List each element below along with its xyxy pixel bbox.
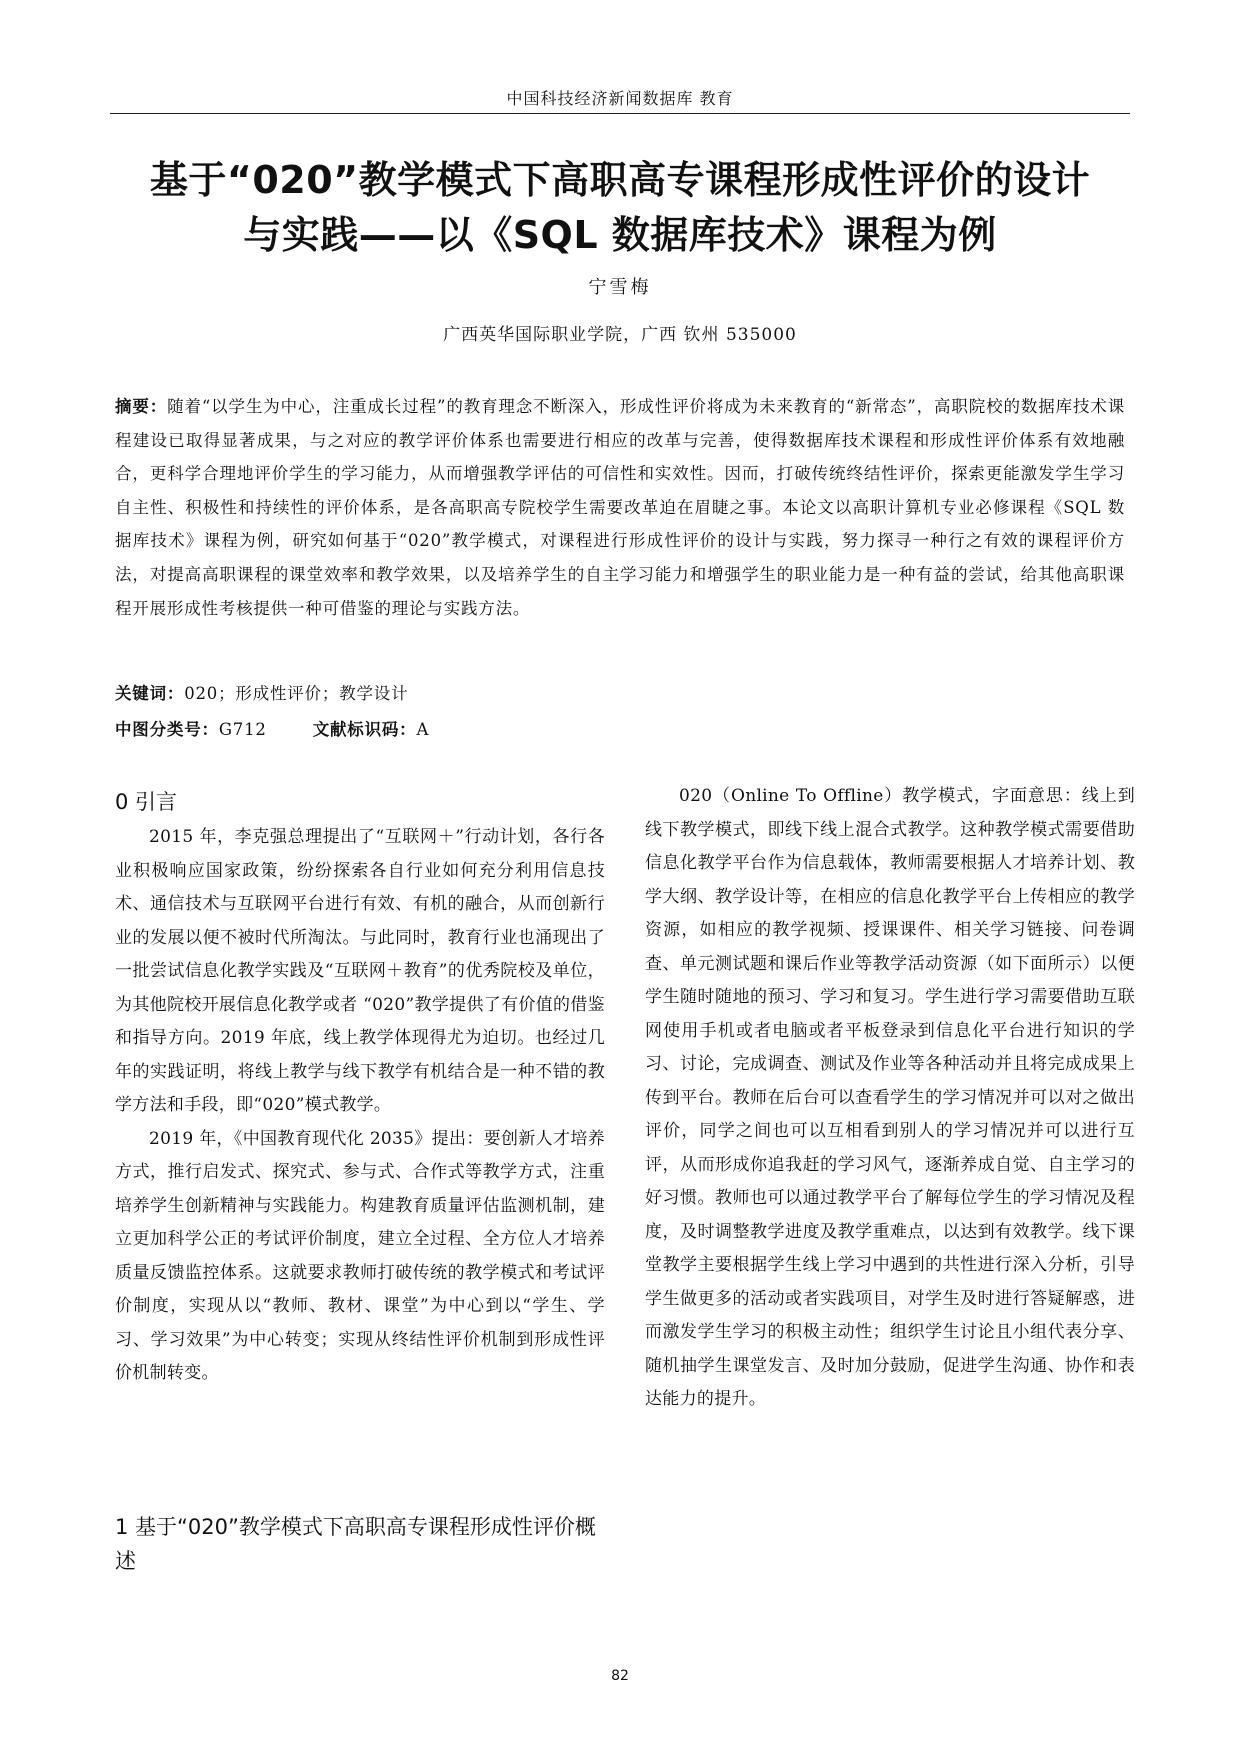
keywords <box>115 680 408 704</box>
title-line-1: 基于“020”教学模式下高职高专课程形成性评价的设计 <box>149 158 1091 202</box>
article-title <box>60 153 1180 263</box>
keywords-text: 020；形成性评价；教学设计 <box>184 684 409 703</box>
section-0-heading: 0 引言 <box>115 790 178 814</box>
classification <box>115 716 429 740</box>
running-header: 中国科技经济新闻数据库 教育 <box>506 89 734 108</box>
paragraph: 020（Online To Offline）教学模式，字面意思：线上到线下教学模式，即线下线上混合式教学。这种教学模式需要借助信息化教学平台作为信息载体，教师需要根据人才培养计划、教学大纲、教学设计等，在相应的信息化教学平台上传相应的教学资源，如相应的教学视频、授课课件、相关学习链接、问卷调查、单元测试题和课后作业等教学活动资源（如下面所示）以便学生随时随地的预习、学习和复习。学生进行学习需要借助互联网使用手机或者电脑或者平板登录到信息化平台进行知识的学习、讨论，完成调查、测试及作业等各种活动并且将完成成果上传到平台。教师在后台可以查看学生的学习情况并可以对之做出评价，同学之间也可以互相看到别人的学习情况并可以进行互评，从而形成你追我赶的学习风气，逐渐养成自觉、自主学习的好习惯。教师也可以通过教学平台了解每位学生的学习情况及程度，及时调整教学进度及教学重难点，以达到有效教学。线下课堂教学主要根据学生线上学习中遇到的共性进行深入分析，引导学生做更多的活动或者实践项目，对学生及时进行答疑解惑，进而激发学生学习的积极主动性；组织学生讨论且小组代表分享、随机抽学生课堂发言、及时加分鼓励，促进学生沟通、协作和表达能力的提升。 <box>645 786 1135 1409</box>
abstract <box>115 390 1125 625</box>
doc-code-value: A <box>416 720 430 739</box>
header-rule <box>110 113 1130 114</box>
doc-code-label: 文献标识码： <box>312 720 417 739</box>
title-line-2: 与实践——以《SQL 数据库技术》课程为例 <box>243 213 997 257</box>
abstract-text: 随着“以学生为中心，注重成长过程”的教育理念不断深入，形成性评价将成为未来教育的“新常态”，高职院校的数据库技术课程建设已取得显著成果，与之对应的教学评价体系也需要进行相应的改革与完善，使得数据库技术课程和形成性评价体系有效地融合，更科学合理地评价学生的学习能力，从而增强教学评估的可信性和实效性。因而，打破传统终结性评价，探索更能激发学生学习自主性、积极性和持续性的评价体系，是各高职高专院校学生需要改革迫在眉睫之事。本论文以高职计算机专业必修课程《SQL 数据库技术》课程为例，研究如何基于“020”教学模式，对课程进行形成性评价的设计与实践，努力探寻一种行之有效的课程评价方法，对提高高职课程的课堂效率和教学效果，以及培养学生的自主学习能力和增强学生的职业能力是一种有益的尝试，给其他高职课程开展形成性考核提供一种可借鉴的理论与实践方法。 <box>115 397 1125 618</box>
abstract-label: 摘要： <box>115 397 168 416</box>
left-column <box>115 821 605 1391</box>
author-affiliation: 广西英华国际职业学院，广西 钦州 535000 <box>443 325 797 345</box>
author-name: 宁雪梅 <box>588 277 652 298</box>
paragraph: 2019 年，《中国教育现代化 2035》提出：要创新人才培养方式，推行启发式、探究式、参与式、合作式等教学方式，注重培养学生创新精神与实践能力。构建教育质量评估监测机制，建立更加科学公正的考试评价制度，建立全过程、全方位人才培养质量反馈监控体系。这就要求教师打破传统的教学模式和考试评价制度，实现从以“教师、教材、课堂”为中心到以“学生、学习、学习效果”为中心转变；实现从终结性评价机制到形成性评价机制转变。 <box>115 1128 605 1383</box>
page-number: 82 <box>611 1668 629 1684</box>
keywords-label: 关键词： <box>115 684 185 703</box>
section-1-heading: 1 基于“020”教学模式下高职高专课程形成性评价概述 <box>115 1515 596 1573</box>
clc-label: 中图分类号： <box>115 720 219 739</box>
paragraph: 2015 年，李克强总理提出了“互联网＋”行动计划，各行各业积极响应国家政策，纷纷探索各自行业如何充分利用信息技术、通信技术与互联网平台进行有效、有机的融合，从而创新行业的发展以便不被时代所淘汰。与此同时，教育行业也涌现出了一批尝试信息化教学实践及“互联网＋教育”的优秀院校及单位，为其他院校开展信息化教学或者 “020”教学提供了有价值的借鉴和指导方向。2019 年底，线上教学体现得尤为迫切。也经过几年的实践证明，将线上教学与线下教学有机结合是一种不错的教学方法和手段，即“020”模式教学。 <box>115 827 605 1115</box>
clc-value: G712 <box>218 720 267 739</box>
right-column <box>645 780 1135 1417</box>
